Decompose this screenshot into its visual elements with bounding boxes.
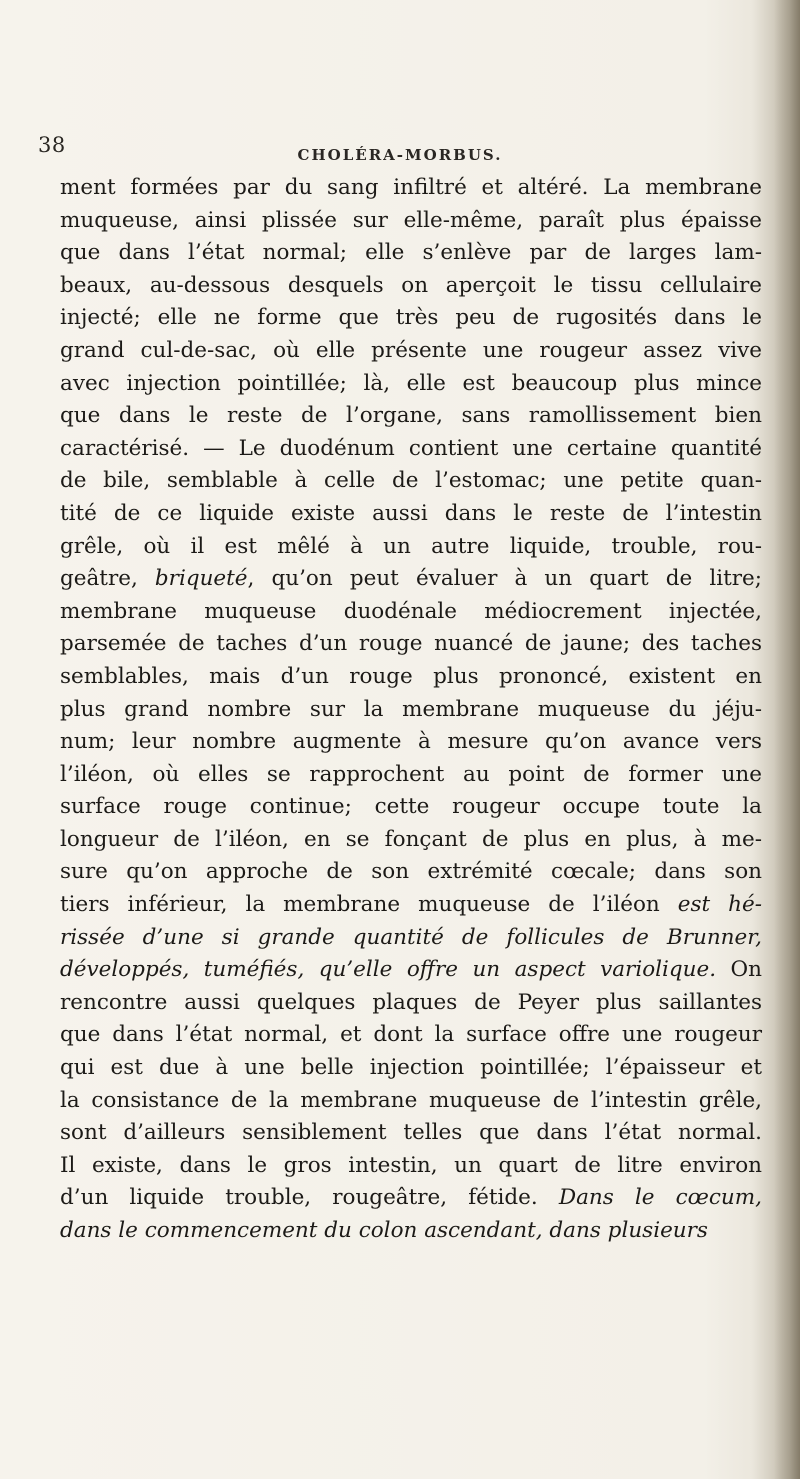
text-line: longueur de l’iléon, en se fonçant de plus en plus, à me- [60,826,762,852]
text-run: On [716,957,762,983]
text-line: plus grand nombre sur la membrane muqueuse du jéju- [60,696,762,722]
text-line: l’iléon, où elles se rapprochent au point de former une [60,761,762,787]
text-line [60,922,762,955]
text-line: tité de ce liquide existe aussi dans le reste de l’intestin [60,500,762,526]
text-line: grêle, où il est mêlé à un autre liquide, trouble, rou- [60,533,762,559]
text-line: que dans l’état normal; elle s’enlève par de larges lam- [60,240,762,266]
italic-text-run: est hé- [677,892,762,918]
body-text [60,172,762,1248]
italic-text-run: développés, tuméfiés, qu’elle offre un aspect variolique. [60,957,717,983]
italic-text-run: dans le commencement du colon ascendant, dans plusieurs [60,1218,708,1243]
italic-text-run: rissée d’une si grande quantité de follicules de Brunner, [60,924,762,950]
text-line: la consistance de la membrane muqueuse de l’intestin grêle, [60,1087,762,1113]
text-line: num; leur nombre augmente à mesure qu’on avance vers [60,729,762,755]
text-line [60,1182,762,1215]
text-line: que dans l’état normal, et dont la surface offre une rougeur [60,1022,762,1048]
text-line: que dans le reste de l’organe, sans ramollissement bien [60,403,762,429]
text-line: semblables, mais d’un rouge plus prononcé, existent en [60,663,762,689]
text-line: sure qu’on approche de son extrémité cœcale; dans son [60,859,762,885]
text-line [60,889,762,922]
text-line [60,563,762,596]
italic-text-run: Dans le cœcum, [558,1185,762,1211]
text-line [60,954,762,987]
text-line: de bile, semblable à celle de l’estomac; une petite quan- [60,468,762,494]
text-line: rencontre aussi quelques plaques de Peyer plus saillantes [60,989,762,1015]
text-run: geâtre, [60,566,155,592]
text-line: surface rouge continue; cette rougeur occupe toute la [60,794,762,820]
binding-gutter-shadow [774,0,800,1479]
page-number: 38 [38,133,66,157]
text-line: qui est due à une belle injection pointillée; l’épaisseur et [60,1055,762,1081]
text-run: tiers inférieur, la membrane muqueuse de l’iléon [60,892,678,918]
running-head: CHOLÉRA-MORBUS. [297,146,503,164]
text-line: caractérisé. — Le duodénum contient une certaine quantité [60,435,762,461]
text-run: , qu’on peut évaluer à un quart de litre; [247,566,762,592]
text-line: parsemée de taches d’un rouge nuancé de jaune; des taches [60,631,762,657]
text-line: grand cul-de-sac, où elle présente une rougeur assez vive [60,337,762,363]
text-line [60,1215,762,1248]
text-line: ment formées par du sang infiltré et altéré. La membrane [60,175,762,200]
text-line: avec injection pointillée; là, elle est beaucoup plus mince [60,370,762,396]
text-run: d’un liquide trouble, rougeâtre, fétide. [60,1185,559,1211]
text-line: muqueuse, ainsi plissée sur elle-même, paraît plus épaisse [60,207,762,233]
text-line: beaux, au-dessous desquels on aperçoit le tissu cellulaire [60,272,762,298]
text-line: Il existe, dans le gros intestin, un quart de litre environ [60,1152,762,1178]
text-line: sont d’ailleurs sensiblement telles que dans l’état normal. [60,1120,762,1146]
text-line: membrane muqueuse duodénale médiocrement injectée, [60,598,762,624]
text-line: injecté; elle ne forme que très peu de rugosités dans le [60,305,762,331]
italic-text-run: briqueté [154,566,248,592]
